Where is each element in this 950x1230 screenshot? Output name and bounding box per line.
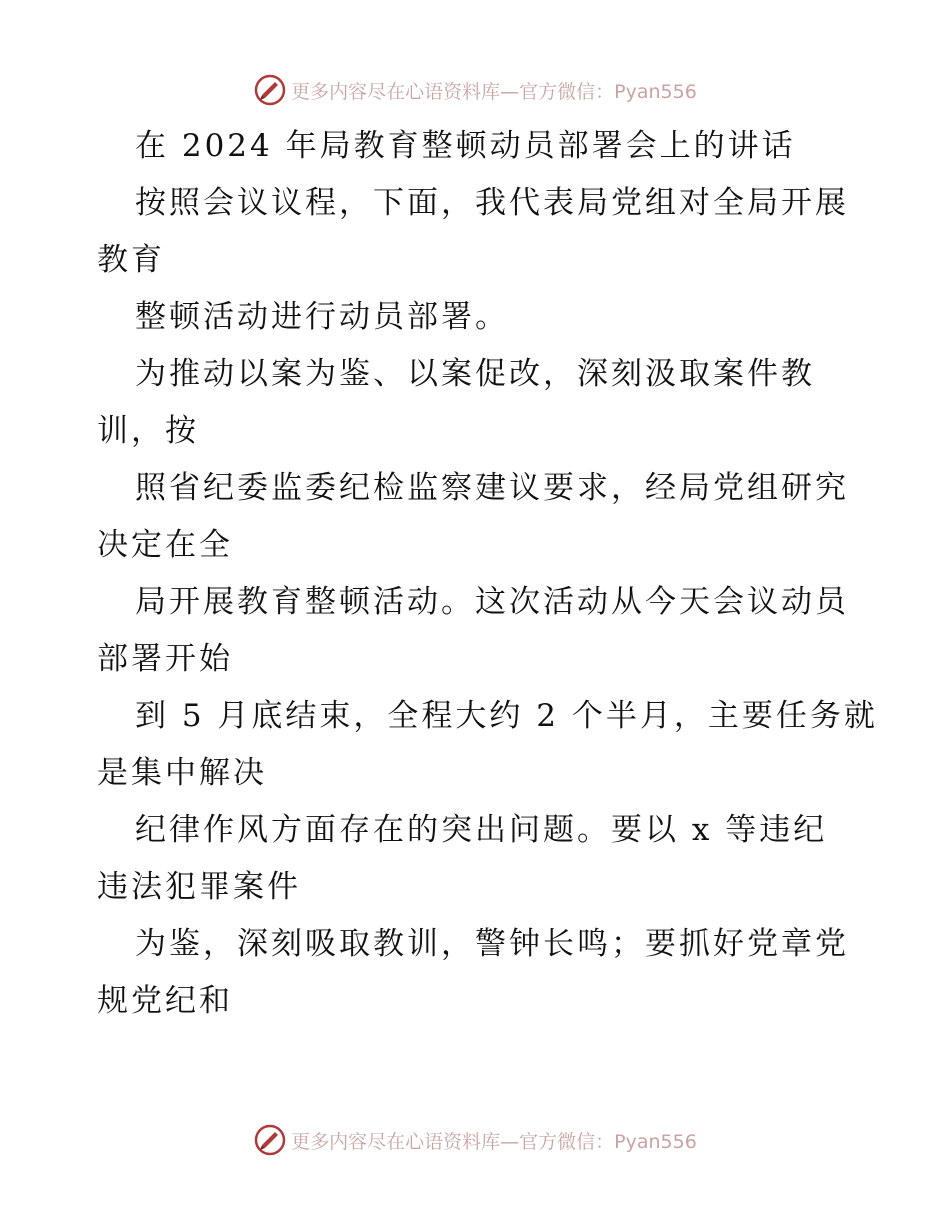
paragraph-line: 训，按 bbox=[97, 413, 199, 449]
paragraph-line: 纪律作风方面存在的突出问题。要以 x 等违纪 bbox=[135, 812, 828, 848]
paragraph-line: 局开展教育整顿活动。这次活动从今天会议动员 bbox=[135, 584, 849, 620]
pen-logo-icon bbox=[253, 73, 287, 107]
document-body bbox=[97, 118, 878, 1030]
paragraph-line: 规党纪和 bbox=[97, 983, 233, 1019]
pen-logo-icon bbox=[253, 1123, 287, 1157]
paragraph-line: 违法犯罪案件 bbox=[97, 869, 301, 905]
header-watermark bbox=[0, 70, 950, 110]
paragraph-line: 到 5 月底结束，全程大约 2 个半月，主要任务就 bbox=[135, 698, 878, 734]
paragraph-line: 部署开始 bbox=[97, 641, 233, 677]
paragraph-line: 决定在全 bbox=[97, 527, 233, 563]
footer-watermark bbox=[0, 1120, 950, 1160]
paragraph-line: 教育 bbox=[97, 242, 165, 278]
paragraph-line: 按照会议议程，下面，我代表局党组对全局开展 bbox=[135, 185, 849, 221]
paragraph-line: 整顿活动进行动员部署。 bbox=[135, 299, 509, 335]
paragraph-line: 照省纪委监委纪检监察建议要求，经局党组研究 bbox=[135, 470, 849, 506]
paragraph-line: 为鉴，深刻吸取教训，警钟长鸣；要抓好党章党 bbox=[135, 926, 849, 962]
watermark-text: 更多内容尽在心语资料库—官方微信：Pyan556 bbox=[291, 80, 697, 103]
document-title: 在 2024 年局教育整顿动员部署会上的讲话 bbox=[135, 128, 796, 164]
watermark-text: 更多内容尽在心语资料库—官方微信：Pyan556 bbox=[291, 1130, 697, 1153]
paragraph-line: 是集中解决 bbox=[97, 755, 267, 791]
paragraph-line: 为推动以案为鉴、以案促改，深刻汲取案件教 bbox=[135, 356, 815, 392]
